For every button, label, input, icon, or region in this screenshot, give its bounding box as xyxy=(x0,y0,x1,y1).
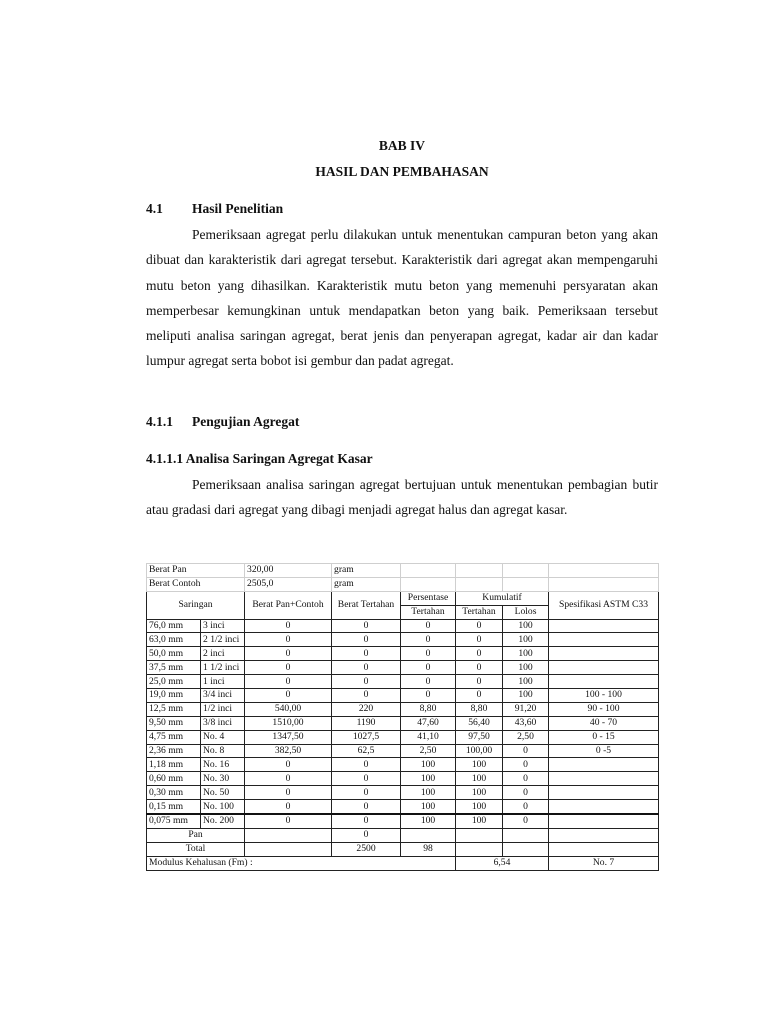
table-row xyxy=(147,702,659,716)
kumulatif-tertahan-cell: 0 xyxy=(456,675,503,689)
sieve-size-inch: 2 1/2 inci xyxy=(201,633,245,647)
section-number: 4.1.1 xyxy=(146,414,173,429)
sieve-size-mm: 0,15 mm xyxy=(147,800,201,814)
spesifikasi-cell xyxy=(549,758,659,772)
berat-contoh-label: Berat Contoh xyxy=(147,577,245,591)
table-header-row xyxy=(147,591,659,605)
kumulatif-tertahan-cell: 0 xyxy=(456,689,503,703)
berat-tertahan-cell: 0 xyxy=(332,689,401,703)
persentase-tertahan-cell: 2,50 xyxy=(401,744,456,758)
berat-pan-contoh-cell: 0 xyxy=(245,675,332,689)
spesifikasi-cell xyxy=(549,661,659,675)
kumulatif-tertahan-cell: 0 xyxy=(456,633,503,647)
chapter-title: HASIL DAN PEMBAHASAN xyxy=(315,164,489,179)
sieve-size-inch: No. 4 xyxy=(201,730,245,744)
spesifikasi-cell: 90 - 100 xyxy=(549,702,659,716)
spesifikasi-cell xyxy=(549,675,659,689)
persentase-tertahan-cell: 0 xyxy=(401,633,456,647)
kumulatif-lolos-cell: 0 xyxy=(503,772,549,786)
kumulatif-tertahan-cell: 0 xyxy=(456,647,503,661)
sieve-size-mm: 25,0 mm xyxy=(147,675,201,689)
persentase-tertahan-cell: 100 xyxy=(401,786,456,800)
kumulatif-lolos-cell: 0 xyxy=(503,814,549,828)
berat-pan-contoh-cell: 1347,50 xyxy=(245,730,332,744)
table-row xyxy=(147,800,659,814)
paragraph-text: Pemeriksaan analisa saringan agregat bertujuan untuk menentukan pembagian butir atau gradasi dari agregat yang dibagi menjadi agregat halus dan agregat kasar. xyxy=(146,477,658,518)
persentase-tertahan-cell: 0 xyxy=(401,661,456,675)
berat-tertahan-cell: 0 xyxy=(332,619,401,633)
section-title: Hasil Penelitian xyxy=(192,201,284,216)
berat-tertahan-cell: 1027,5 xyxy=(332,730,401,744)
berat-tertahan-cell: 0 xyxy=(332,772,401,786)
sieve-size-mm: 0,075 mm xyxy=(147,814,201,828)
table-row xyxy=(147,633,659,647)
sieve-size-mm: 19,0 mm xyxy=(147,689,201,703)
spesifikasi-cell xyxy=(549,619,659,633)
sieve-size-inch: No. 200 xyxy=(201,814,245,828)
subheader-lolos: Lolos xyxy=(503,605,549,619)
header-saringan: Saringan xyxy=(147,591,245,619)
kumulatif-tertahan-cell: 100 xyxy=(456,814,503,828)
persentase-tertahan-cell: 100 xyxy=(401,772,456,786)
kumulatif-tertahan-cell: 8,80 xyxy=(456,702,503,716)
paragraph-sieve-analysis xyxy=(146,472,658,523)
berat-contoh-value: 2505,0 xyxy=(245,577,332,591)
sieve-size-inch: 1 1/2 inci xyxy=(201,661,245,675)
persentase-tertahan-cell: 100 xyxy=(401,800,456,814)
spesifikasi-cell: 40 - 70 xyxy=(549,716,659,730)
sieve-analysis-table xyxy=(146,563,659,871)
kumulatif-tertahan-cell: 56,40 xyxy=(456,716,503,730)
kumulatif-lolos-cell: 43,60 xyxy=(503,716,549,730)
sieve-rows xyxy=(147,619,659,828)
sieve-size-mm: 0,30 mm xyxy=(147,786,201,800)
kumulatif-lolos-cell: 0 xyxy=(503,786,549,800)
section-heading-4-1-1-1: 4.1.1.1 Analisa Saringan Agregat Kasar xyxy=(146,451,373,466)
table-row xyxy=(147,744,659,758)
sieve-size-inch: No. 8 xyxy=(201,744,245,758)
modulus-value: 6,54 xyxy=(456,856,549,870)
paragraph-intro xyxy=(146,222,658,374)
total-tertahan: 2500 xyxy=(332,842,401,856)
spesifikasi-cell xyxy=(549,633,659,647)
pan-row xyxy=(147,828,659,842)
section-heading-4-1-1 xyxy=(146,414,299,430)
persentase-tertahan-cell: 0 xyxy=(401,647,456,661)
berat-tertahan-cell: 0 xyxy=(332,647,401,661)
table-row xyxy=(147,730,659,744)
sieve-size-inch: No. 100 xyxy=(201,800,245,814)
berat-pan-contoh-cell: 0 xyxy=(245,786,332,800)
sieve-size-inch: 1/2 inci xyxy=(201,702,245,716)
kumulatif-lolos-cell: 100 xyxy=(503,633,549,647)
berat-pan-contoh-cell: 1510,00 xyxy=(245,716,332,730)
kumulatif-lolos-cell: 100 xyxy=(503,689,549,703)
spesifikasi-cell: 0 -5 xyxy=(549,744,659,758)
table-row xyxy=(147,675,659,689)
spesifikasi-cell xyxy=(549,800,659,814)
header-persentase: Persentase xyxy=(401,591,456,605)
subheader-kumulatif-tertahan: Tertahan xyxy=(456,605,503,619)
berat-pan-contoh-cell: 0 xyxy=(245,647,332,661)
berat-pan-contoh-cell: 540,00 xyxy=(245,702,332,716)
kumulatif-lolos-cell: 0 xyxy=(503,758,549,772)
berat-pan-label: Berat Pan xyxy=(147,564,245,578)
kumulatif-tertahan-cell: 100 xyxy=(456,772,503,786)
table-row xyxy=(147,661,659,675)
kumulatif-tertahan-cell: 0 xyxy=(456,661,503,675)
kumulatif-tertahan-cell: 97,50 xyxy=(456,730,503,744)
berat-pan-value: 320,00 xyxy=(245,564,332,578)
total-row xyxy=(147,842,659,856)
sieve-size-inch: 2 inci xyxy=(201,647,245,661)
berat-pan-contoh-cell: 0 xyxy=(245,758,332,772)
berat-tertahan-cell: 62,5 xyxy=(332,744,401,758)
table-row xyxy=(147,716,659,730)
berat-pan-contoh-cell: 0 xyxy=(245,619,332,633)
sieve-size-mm: 76,0 mm xyxy=(147,619,201,633)
spesifikasi-cell xyxy=(549,647,659,661)
spesifikasi-cell xyxy=(549,814,659,828)
persentase-tertahan-cell: 0 xyxy=(401,689,456,703)
header-berat-tertahan: Berat Tertahan xyxy=(332,591,401,619)
spesifikasi-cell xyxy=(549,786,659,800)
modulus-label: Modulus Kehalusan (Fm) : xyxy=(147,856,456,870)
pan-label: Pan xyxy=(147,828,245,842)
spesifikasi-cell xyxy=(549,772,659,786)
persentase-tertahan-cell: 100 xyxy=(401,758,456,772)
kumulatif-tertahan-cell: 0 xyxy=(456,619,503,633)
modulus-row xyxy=(147,856,659,870)
persentase-tertahan-cell: 0 xyxy=(401,675,456,689)
kumulatif-lolos-cell: 0 xyxy=(503,800,549,814)
berat-contoh-row xyxy=(147,577,659,591)
kumulatif-lolos-cell: 100 xyxy=(503,675,549,689)
kumulatif-lolos-cell: 91,20 xyxy=(503,702,549,716)
sieve-size-inch: 3 inci xyxy=(201,619,245,633)
persentase-tertahan-cell: 8,80 xyxy=(401,702,456,716)
sieve-size-inch: No. 50 xyxy=(201,786,245,800)
table-row xyxy=(147,689,659,703)
berat-pan-contoh-cell: 0 xyxy=(245,689,332,703)
table-row xyxy=(147,786,659,800)
modulus-spec: No. 7 xyxy=(549,856,659,870)
persentase-tertahan-cell: 100 xyxy=(401,814,456,828)
sieve-size-inch: No. 16 xyxy=(201,758,245,772)
total-persen: 98 xyxy=(401,842,456,856)
sieve-size-mm: 1,18 mm xyxy=(147,758,201,772)
berat-tertahan-cell: 0 xyxy=(332,633,401,647)
kumulatif-lolos-cell: 100 xyxy=(503,619,549,633)
berat-pan-unit: gram xyxy=(332,564,401,578)
persentase-tertahan-cell: 0 xyxy=(401,619,456,633)
sieve-size-inch: 1 inci xyxy=(201,675,245,689)
sieve-size-mm: 0,60 mm xyxy=(147,772,201,786)
kumulatif-tertahan-cell: 100 xyxy=(456,786,503,800)
section-heading-4-1 xyxy=(146,201,283,217)
table-row xyxy=(147,619,659,633)
berat-pan-contoh-cell: 0 xyxy=(245,800,332,814)
sieve-size-mm: 2,36 mm xyxy=(147,744,201,758)
kumulatif-lolos-cell: 2,50 xyxy=(503,730,549,744)
spesifikasi-cell: 100 - 100 xyxy=(549,689,659,703)
sieve-size-mm: 12,5 mm xyxy=(147,702,201,716)
berat-tertahan-cell: 220 xyxy=(332,702,401,716)
sieve-size-inch: 3/4 inci xyxy=(201,689,245,703)
table-row xyxy=(147,772,659,786)
sieve-size-inch: 3/8 inci xyxy=(201,716,245,730)
berat-tertahan-cell: 0 xyxy=(332,786,401,800)
header-kumulatif: Kumulatif xyxy=(456,591,549,605)
kumulatif-tertahan-cell: 100 xyxy=(456,800,503,814)
header-spesifikasi: Spesifikasi ASTM C33 xyxy=(549,591,659,619)
subheader-tertahan: Tertahan xyxy=(401,605,456,619)
kumulatif-tertahan-cell: 100,00 xyxy=(456,744,503,758)
chapter-number: BAB IV xyxy=(378,138,426,153)
header-berat-pan-contoh: Berat Pan+Contoh xyxy=(245,591,332,619)
berat-tertahan-cell: 0 xyxy=(332,675,401,689)
pan-tertahan: 0 xyxy=(332,828,401,842)
sieve-size-mm: 63,0 mm xyxy=(147,633,201,647)
berat-tertahan-cell: 0 xyxy=(332,800,401,814)
berat-pan-contoh-cell: 0 xyxy=(245,633,332,647)
section-number: 4.1 xyxy=(146,201,163,216)
kumulatif-lolos-cell: 100 xyxy=(503,661,549,675)
total-label: Total xyxy=(147,842,245,856)
berat-pan-contoh-cell: 0 xyxy=(245,772,332,786)
berat-tertahan-cell: 0 xyxy=(332,661,401,675)
table-row xyxy=(147,758,659,772)
sieve-size-mm: 50,0 mm xyxy=(147,647,201,661)
kumulatif-tertahan-cell: 100 xyxy=(456,758,503,772)
paragraph-text: Pemeriksaan agregat perlu dilakukan untuk menentukan campuran beton yang akan dibuat dan karakteristik dari agregat tersebut. Karakteristik dari agregat akan mempengaruhi mutu beton yang dihasilkan. Karakteristik mutu beton yang memenuhi persyaratan akan memperbesar kemungkinan untuk mendapatkan beton yang baik. Pemeriksaan tersebut meliputi analisa saringan agregat, berat jenis dan penyerapan agregat, kadar air dan kadar lumpur agregat serta bobot isi gembur dan padat agregat. xyxy=(146,227,658,369)
section-title: Pengujian Agregat xyxy=(192,414,300,429)
berat-pan-contoh-cell: 382,50 xyxy=(245,744,332,758)
sieve-size-mm: 4,75 mm xyxy=(147,730,201,744)
berat-pan-contoh-cell: 0 xyxy=(245,661,332,675)
spesifikasi-cell: 0 - 15 xyxy=(549,730,659,744)
berat-tertahan-cell: 0 xyxy=(332,814,401,828)
sieve-size-mm: 37,5 mm xyxy=(147,661,201,675)
berat-tertahan-cell: 1190 xyxy=(332,716,401,730)
kumulatif-lolos-cell: 0 xyxy=(503,744,549,758)
berat-contoh-unit: gram xyxy=(332,577,401,591)
persentase-tertahan-cell: 41,10 xyxy=(401,730,456,744)
sieve-size-mm: 9,50 mm xyxy=(147,716,201,730)
kumulatif-lolos-cell: 100 xyxy=(503,647,549,661)
table-row xyxy=(147,814,659,828)
berat-pan-contoh-cell: 0 xyxy=(245,814,332,828)
table-row xyxy=(147,647,659,661)
persentase-tertahan-cell: 47,60 xyxy=(401,716,456,730)
berat-pan-row xyxy=(147,564,659,578)
sieve-size-inch: No. 30 xyxy=(201,772,245,786)
berat-tertahan-cell: 0 xyxy=(332,758,401,772)
